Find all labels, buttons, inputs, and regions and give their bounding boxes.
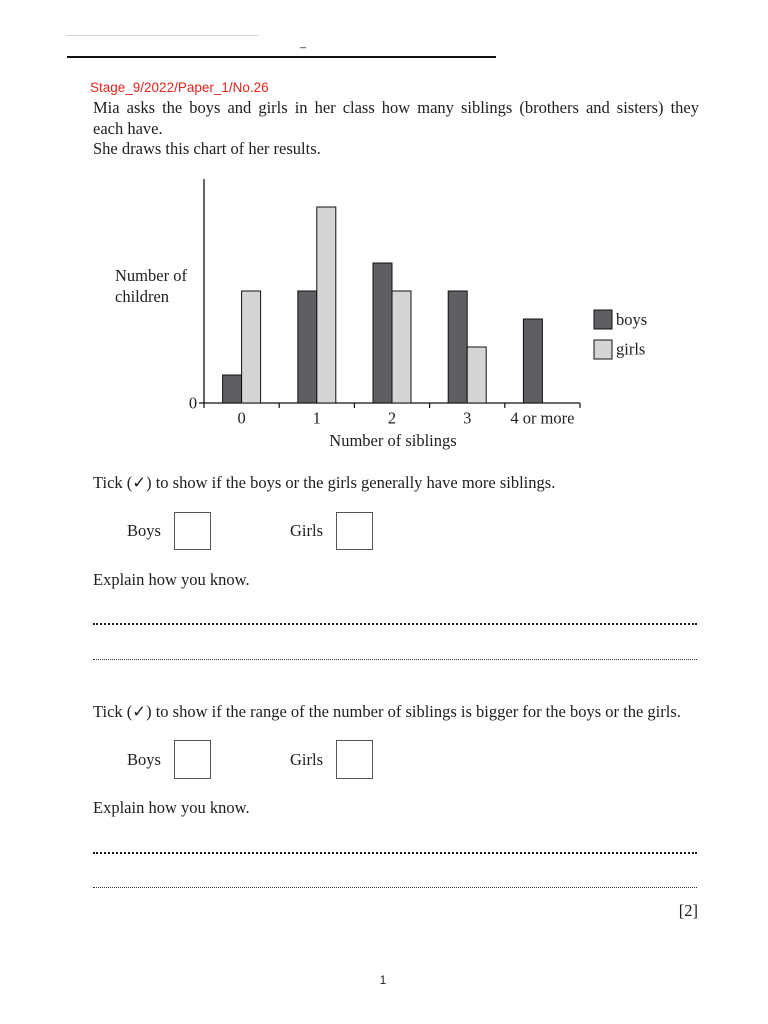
girls-tick-box-range[interactable] bbox=[336, 740, 373, 779]
legend-swatch-boys bbox=[594, 310, 612, 329]
header-rule-thin bbox=[66, 35, 258, 36]
answer-line[interactable] bbox=[93, 659, 697, 660]
answer-line[interactable] bbox=[93, 623, 697, 625]
bar-boys-3 bbox=[448, 291, 467, 403]
bar-boys-2 bbox=[373, 263, 392, 403]
y-axis-label: Number of children bbox=[115, 266, 187, 306]
girls-tick-box-general[interactable] bbox=[336, 512, 373, 550]
x-axis-label: Number of siblings bbox=[329, 431, 457, 450]
legend-swatch-girls bbox=[594, 340, 612, 359]
marks-label: [2] bbox=[678, 901, 698, 920]
boys-option-label: Boys bbox=[127, 521, 161, 540]
boys-option-label: Boys bbox=[127, 750, 161, 769]
tick-prompt-range: Tick (✓) to show if the range of the number of siblings is bigger for the boys or the girls. bbox=[93, 702, 681, 721]
girls-option-label: Girls bbox=[290, 750, 323, 769]
y-tick-label: 0 bbox=[188, 393, 198, 413]
x-tick-label: 3 bbox=[463, 408, 472, 428]
chart-intro-line: She draws this chart of her results. bbox=[93, 139, 321, 158]
answer-line[interactable] bbox=[93, 887, 697, 888]
answer-line[interactable] bbox=[93, 852, 697, 854]
bar-boys-1 bbox=[298, 291, 317, 403]
header-rule bbox=[67, 56, 496, 58]
x-tick-label: 1 bbox=[312, 408, 321, 428]
girls-option-label: Girls bbox=[290, 521, 323, 540]
explain-label: Explain how you know. bbox=[93, 570, 250, 589]
intro-line: Mia asks the boys and girls in her class how many siblings (brothers and sisters) they bbox=[93, 98, 699, 117]
bar-girls-2 bbox=[392, 291, 411, 403]
x-tick-label: 4 or more bbox=[510, 408, 575, 428]
reference-label: Stage_9/2022/Paper_1/No.26 bbox=[90, 80, 269, 95]
x-tick-label: 2 bbox=[387, 408, 397, 428]
tick-prompt-general: Tick (✓) to show if the boys or the girls generally have more siblings. bbox=[93, 473, 556, 492]
bar-girls-0 bbox=[242, 291, 261, 403]
explain-label: Explain how you know. bbox=[93, 798, 250, 817]
boys-tick-box-general[interactable] bbox=[174, 512, 211, 550]
question-intro bbox=[93, 98, 699, 160]
legend-label-boys: boys bbox=[616, 310, 648, 329]
legend-label-girls: girls bbox=[616, 339, 646, 359]
header-mark: _ bbox=[300, 37, 307, 49]
boys-tick-box-range[interactable] bbox=[174, 740, 211, 779]
intro-line: each have. bbox=[93, 118, 163, 138]
x-tick-label: 0 bbox=[237, 408, 246, 428]
siblings-bar-chart bbox=[0, 170, 768, 460]
bar-boys-0 bbox=[223, 375, 242, 403]
bar-girls-3 bbox=[467, 347, 486, 403]
bar-boys-4 bbox=[523, 319, 542, 403]
page-number: 1 bbox=[379, 973, 387, 987]
bar-girls-1 bbox=[317, 207, 336, 403]
